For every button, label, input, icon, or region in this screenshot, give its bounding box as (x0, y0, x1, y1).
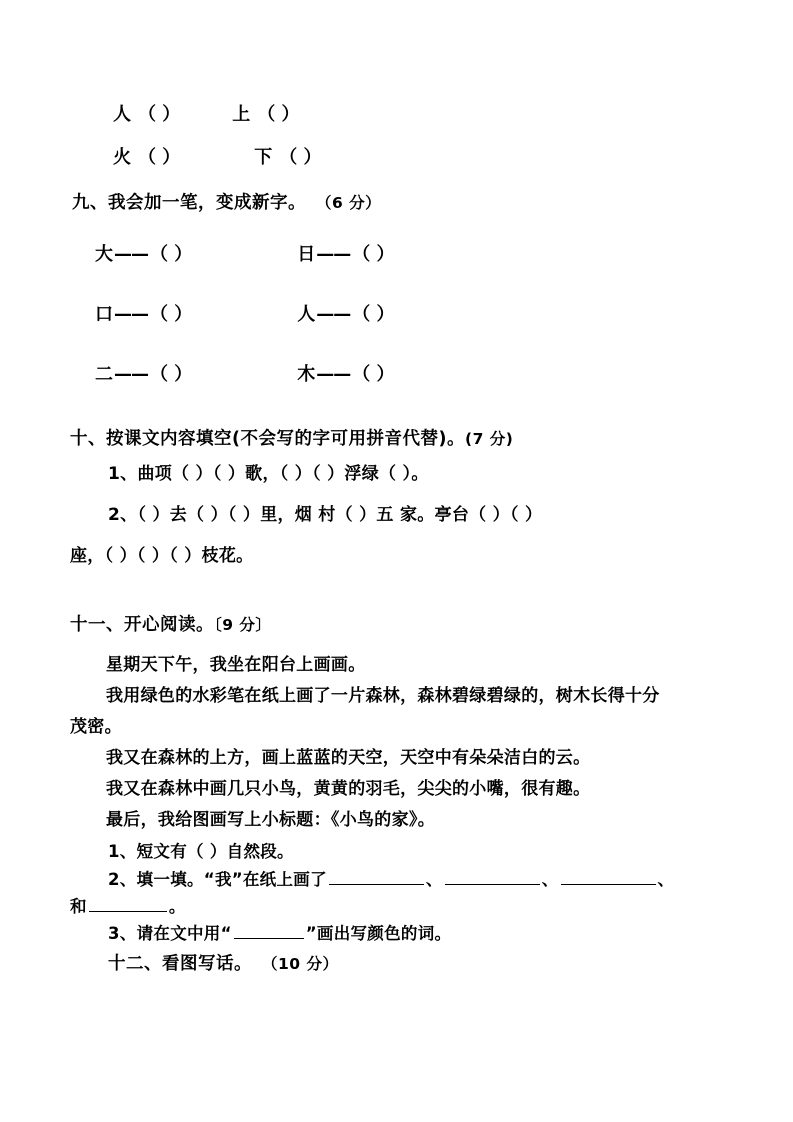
carryover-row-2 (113, 143, 322, 169)
section-ten-heading (70, 425, 513, 450)
reading-question-3-prefix: 请在文中用“ (136, 924, 232, 943)
reading-question-2-line-2 (70, 893, 186, 917)
add-stroke-row-3-left-char: 二 (95, 364, 113, 385)
add-stroke-row-2-left-char: 口 (95, 304, 113, 325)
add-stroke-row-1-left-paren[interactable]: （ ） (150, 244, 193, 265)
section-twelve-score: （10 分） (262, 955, 339, 973)
reading-question-2-prefix: 填一填。“我”在纸上画了 (136, 870, 327, 889)
passage-line-3-text: 茂密。 (70, 717, 122, 737)
reading-question-1 (108, 838, 294, 862)
passage-line-5 (70, 774, 590, 799)
passage-line-6-text: 最后，我给图画写上小标题：《小鸟的家》。 (106, 810, 435, 830)
section-ten-item-2-line-2[interactable] (70, 541, 253, 566)
em-dash-connector: —— (114, 304, 148, 325)
section-ten-item-1-number: 1、 (108, 464, 138, 484)
reading-question-2-blank-3[interactable] (561, 868, 656, 885)
section-twelve-heading (108, 950, 338, 975)
section-twelve-number: 十二、 (108, 954, 162, 974)
add-stroke-row-1 (95, 240, 395, 266)
reading-question-1-text[interactable]: 短文有（ ）自然段。 (136, 842, 294, 861)
section-eleven-number: 十一、 (70, 615, 124, 635)
section-nine-heading (72, 189, 381, 214)
carryover-row-2-right-char: 下 (254, 147, 274, 168)
reading-question-2-blank-4[interactable] (89, 895, 167, 912)
carryover-row-2-left-char: 火 (113, 147, 132, 168)
carryover-row-2-left-paren[interactable]: （ ） (138, 147, 181, 168)
add-stroke-row-3 (95, 360, 395, 386)
add-stroke-row-2-right-char: 人 (297, 304, 316, 325)
add-stroke-row-3-left-paren[interactable]: （ ） (150, 364, 193, 385)
add-stroke-row-1-right-paren[interactable]: （ ） (352, 244, 395, 265)
reading-question-2-number: 2、 (108, 870, 137, 889)
reading-question-1-number: 1、 (108, 842, 137, 861)
section-nine-number: 九、 (72, 193, 108, 213)
add-stroke-row-3-right-char: 木 (297, 364, 316, 385)
passage-line-4-text: 我又在森林的上方，画上蓝蓝的天空，天空中有朵朵洁白的云。 (106, 748, 591, 768)
passage-line-1 (70, 650, 366, 675)
section-ten-item-2-line-1 (108, 500, 542, 525)
reading-question-2-line-1 (108, 866, 674, 890)
carryover-row-2-right-paren[interactable]: （ ） (279, 147, 322, 168)
em-dash-connector: —— (316, 304, 351, 325)
section-ten-item-2-number: 2、 (108, 505, 138, 525)
reading-question-3-suffix: ”画出写颜色的词。 (305, 924, 452, 943)
section-twelve-title: 看图写话。 (162, 954, 252, 974)
composition-answer-area[interactable] (70, 985, 725, 1105)
add-stroke-row-1-left-char: 大 (95, 244, 113, 265)
section-ten-score: (7 分) (465, 430, 514, 448)
carryover-row-1 (113, 100, 300, 126)
section-ten-item-1-text[interactable]: 曲项（ ）（ ）歌，（ ）（ ）浮绿（ ）。 (137, 464, 429, 484)
add-stroke-row-2-right-paren[interactable]: （ ） (352, 304, 395, 325)
carryover-row-1-left-char: 人 (113, 104, 132, 125)
carryover-row-1-right-char: 上 (232, 104, 252, 125)
add-stroke-row-3-right-paren[interactable]: （ ） (352, 364, 395, 385)
add-stroke-row-2-left-paren[interactable]: （ ） (150, 304, 193, 325)
em-dash-connector: —— (316, 244, 351, 265)
reading-question-3-number: 3、 (108, 924, 137, 943)
carryover-row-1-left-paren[interactable]: （ ） (138, 104, 181, 125)
reading-question-2-separator-3: 、 (657, 870, 675, 889)
carryover-row-1-right-paren[interactable]: （ ） (257, 104, 300, 125)
section-ten-item-2-text-line-2[interactable]: 座，（ ）（ ）（ ）枝花。 (70, 546, 254, 566)
reading-question-3 (108, 920, 451, 944)
em-dash-connector: —— (114, 244, 148, 265)
add-stroke-row-1-right-char: 日 (297, 244, 316, 265)
section-ten-number: 十、 (70, 429, 106, 449)
section-ten-item-1 (108, 459, 429, 484)
reading-question-2-blank-2[interactable] (445, 868, 540, 885)
reading-question-2-blank-1[interactable] (329, 868, 424, 885)
section-eleven-score: 〔9 分〕 (214, 616, 272, 634)
add-stroke-row-2 (95, 300, 395, 326)
section-eleven-title: 开心阅读。 (124, 615, 214, 635)
passage-line-2 (70, 681, 660, 706)
reading-question-3-blank[interactable] (234, 922, 304, 939)
passage-line-6 (70, 805, 435, 830)
passage-line-5-text: 我又在森林中画几只小鸟，黄黄的羽毛，尖尖的小嘴，很有趣。 (106, 779, 591, 799)
reading-question-2-separator-1: 、 (425, 870, 443, 889)
section-ten-item-2-text-line-1[interactable]: （ ）去（ ）（ ）里，烟 村（ ）五 家。亭台（ ）（ ） (137, 505, 543, 525)
em-dash-connector: —— (114, 364, 148, 385)
section-nine-score: （6 分） (316, 194, 382, 212)
passage-line-3 (70, 712, 122, 737)
reading-question-2-cont-prefix: 和 (70, 897, 87, 916)
section-eleven-heading (70, 611, 271, 636)
section-nine-title: 我会加一笔，变成新字。 (108, 193, 306, 213)
passage-line-4 (70, 743, 590, 768)
section-ten-title: 按课文内容填空(不会写的字可用拼音代替)。 (106, 429, 465, 449)
passage-line-2-text: 我用绿色的水彩笔在纸上画了一片森林，森林碧绿碧绿的，树木长得十分 (106, 686, 660, 706)
reading-question-2-separator-2: 、 (541, 870, 559, 889)
reading-question-2-cont-suffix: 。 (168, 897, 186, 916)
passage-line-1-text: 星期天下午，我坐在阳台上画画。 (106, 655, 366, 675)
em-dash-connector: —— (316, 364, 351, 385)
